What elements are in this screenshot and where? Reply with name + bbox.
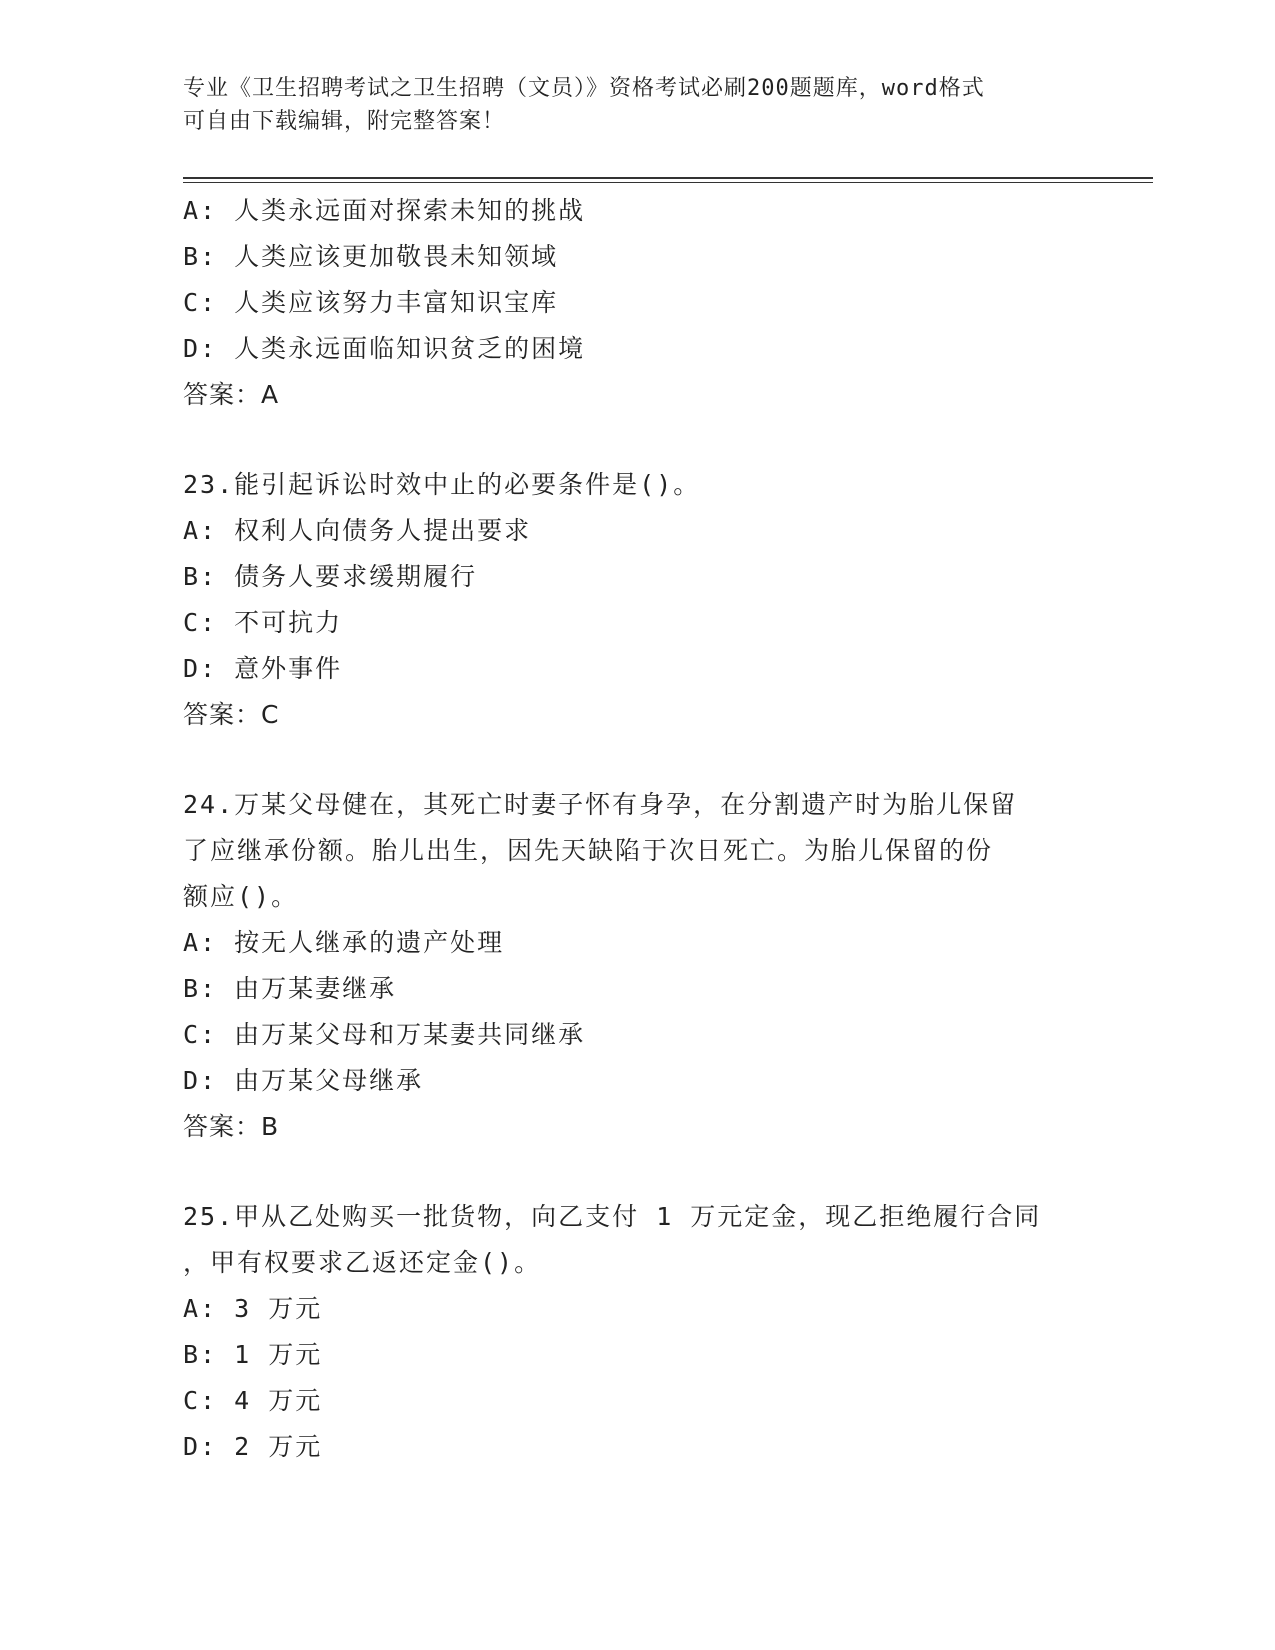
option-c: C: 4 万元 <box>183 1386 323 1415</box>
option-d: D: 意外事件 <box>183 654 343 683</box>
answer-label: 答案：A <box>183 380 280 409</box>
question-block-23 <box>183 462 1083 738</box>
question-text-line-2: 了应继承份额。胎儿出生，因先天缺陷于次日死亡。为胎儿保留的份 <box>183 836 994 865</box>
option-d: D: 人类永远面临知识贫乏的困境 <box>183 334 586 363</box>
option-d: D: 由万某父母继承 <box>183 1066 424 1095</box>
question-block-22 <box>183 188 1083 418</box>
option-b: B: 由万某妻继承 <box>183 974 397 1003</box>
option-b: B: 人类应该更加敬畏未知领域 <box>183 242 559 271</box>
option-c: C: 人类应该努力丰富知识宝库 <box>183 288 559 317</box>
option-a: A: 权利人向债务人提出要求 <box>183 516 532 545</box>
header-divider-thin <box>183 182 1153 183</box>
question-list <box>183 188 1083 1470</box>
option-a: A: 按无人继承的遗产处理 <box>183 928 505 957</box>
option-d: D: 2 万元 <box>183 1432 323 1461</box>
spacer <box>183 738 1083 782</box>
question-block-24 <box>183 782 1083 1150</box>
option-c: C: 由万某父母和万某妻共同继承 <box>183 1020 586 1049</box>
option-a: A: 人类永远面对探索未知的挑战 <box>183 196 586 225</box>
answer-label: 答案：C <box>183 700 280 729</box>
spacer <box>183 418 1083 462</box>
question-text: 23.能引起诉讼时效中止的必要条件是()。 <box>183 470 701 499</box>
question-text-line-1: 25.甲从乙处购买一批货物，向乙支付 1 万元定金，现乙拒绝履行合同 <box>183 1202 1042 1231</box>
question-text-line-1: 24.万某父母健在，其死亡时妻子怀有身孕，在分割遗产时为胎儿保留 <box>183 790 1018 819</box>
header-title-line-2: 可自由下载编辑，附完整答案！ <box>183 109 506 134</box>
header-title-line-1: 专业《卫生招聘考试之卫生招聘（文员）》资格考试必刷200题题库，word格式 <box>183 76 985 101</box>
document-header <box>183 72 1063 138</box>
answer-label: 答案：B <box>183 1112 280 1141</box>
option-c: C: 不可抗力 <box>183 608 343 637</box>
option-a: A: 3 万元 <box>183 1294 323 1323</box>
question-text-line-3: 额应()。 <box>183 882 299 911</box>
spacer <box>183 1150 1083 1194</box>
header-divider-thick <box>183 177 1153 179</box>
question-block-25 <box>183 1194 1083 1470</box>
option-b: B: 1 万元 <box>183 1340 323 1369</box>
option-b: B: 债务人要求缓期履行 <box>183 562 478 591</box>
question-text-line-2: ，甲有权要求乙返还定金()。 <box>183 1248 542 1277</box>
